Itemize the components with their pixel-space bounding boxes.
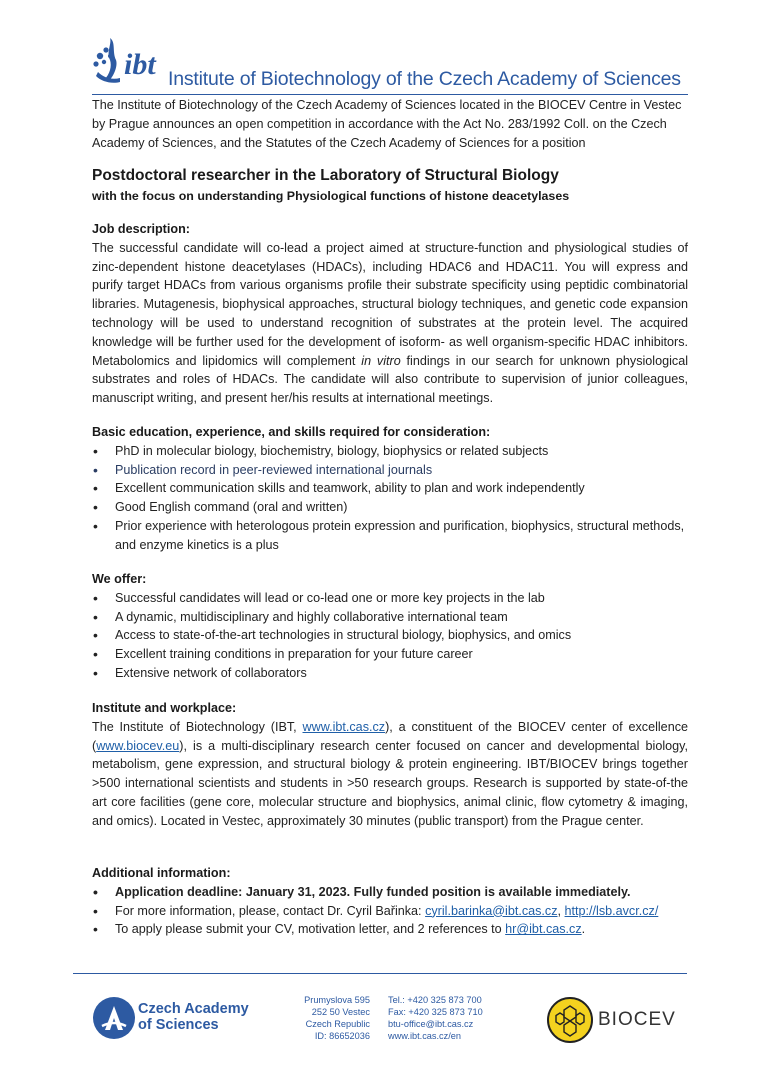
job-text-part-2: findings in our search for unknown physiological substrates and roles of HDACs. The candidate will also contribute to supervision of junior colleagues, manuscript writing, and present her/his results at international meetings. <box>92 353 688 406</box>
header-divider <box>92 94 688 95</box>
contact-line[interactable]: btu-office@ibt.cas.cz <box>388 1019 474 1029</box>
logo-text: ibt <box>124 48 156 81</box>
deadline-item: • Application deadline: January 31, 2023. Fully funded position is available immediately. <box>92 883 688 902</box>
requirements-section <box>92 423 688 555</box>
institute-name: Institute of Biotechnology of the Czech Academy of Sciences <box>168 68 681 90</box>
apply-text: To apply please submit your CV, motivation letter, and 2 references to <box>115 922 506 937</box>
ibt-logo <box>90 32 168 90</box>
job-description-heading: Job description: <box>92 222 190 236</box>
biocev-logo <box>546 995 676 1045</box>
additional-info-list <box>92 883 688 939</box>
list-item: • Excellent communication skills and teamwork, ability to plan and work independently <box>92 479 688 498</box>
position-subtitle: with the focus on understanding Physiological functions of histone deacetylases <box>92 189 570 203</box>
address-line: 252 50 Vestec <box>311 1007 370 1017</box>
address-line: Prumyslova 595 <box>304 995 370 1005</box>
job-text-part-1: The successful candidate will co-lead a project aimed at structure-function and physiological studies of zinc-dependent histone deacetylases (HDACs), including HDAC6 and HDAC11. You will express and purify target HDACs from various organisms profile their substrate specificity using peptidic combinatorial libraries. Mutagenesis, biophysical approaches, structural biology techniques, and genetic code expansion technology will be used to understand recognition of substrates at the protein level. The acquired knowledge will be further used for the development of isoform- as well organism-specific HDAC inhibitors. Metabolomics and lipidomics will complement <box>92 240 688 368</box>
cas-line-1: Czech Academy <box>138 1001 249 1017</box>
biocev-website-link[interactable]: www.biocev.eu <box>96 738 180 753</box>
list-item: • Good English command (oral and written) <box>92 498 688 517</box>
cas-line-2: of Sciences <box>138 1017 219 1033</box>
contact-separator: , <box>557 903 565 918</box>
list-item: • A dynamic, multidisciplinary and highly collaborative international team <box>92 608 688 627</box>
institute-text <box>92 718 688 831</box>
cas-text <box>138 1001 249 1033</box>
contact-text: For more information, please, contact Dr. Cyril Bařinka: <box>115 903 426 918</box>
job-text-italic: in vitro <box>361 353 401 368</box>
institute-heading: Institute and workplace: <box>92 701 237 715</box>
institute-section <box>92 699 688 831</box>
requirements-heading: Basic education, experience, and skills required for consideration: <box>92 425 491 439</box>
job-description-section <box>92 220 688 408</box>
list-item: • Prior experience with heterologous protein expression and purification, biophysics, structural methods, and enzyme kinetics is a plus <box>92 517 688 555</box>
additional-info-heading: Additional information: <box>92 866 231 880</box>
hr-email-link[interactable]: hr@ibt.cas.cz <box>505 922 582 937</box>
list-item: • Successful candidates will lead or co-lead one or more key projects in the lab <box>92 589 688 608</box>
cas-emblem-icon <box>92 996 136 1040</box>
list-item: • Excellent training conditions in preparation for your future career <box>92 645 688 664</box>
footer-contacts <box>388 994 518 1042</box>
requirements-list <box>92 442 688 555</box>
address-line: Czech Republic <box>305 1019 370 1029</box>
address-line: ID: 86652036 <box>314 1031 370 1041</box>
contact-line: Fax: +420 325 873 710 <box>388 1007 483 1017</box>
lab-website-link[interactable]: http://lsb.avcr.cz/ <box>564 903 659 918</box>
institute-text-1: The Institute of Biotechnology (IBT, <box>92 719 303 734</box>
contact-line: Tel.: +420 325 873 700 <box>388 995 482 1005</box>
list-item: • Publication record in peer-reviewed international journals <box>92 461 688 480</box>
contact-item <box>92 902 688 921</box>
additional-info-section <box>92 864 688 939</box>
header <box>90 32 690 94</box>
list-item: • Access to state-of-the-art technologies in structural biology, biophysics, and omics <box>92 626 688 645</box>
position-title: Postdoctoral researcher in the Laboratory of Structural Biology <box>92 167 559 184</box>
biocev-emblem-icon <box>546 996 594 1044</box>
job-description-text <box>92 239 688 408</box>
offer-list <box>92 589 688 683</box>
offer-section <box>92 570 688 683</box>
ibt-website-link[interactable]: www.ibt.cas.cz <box>302 719 386 734</box>
apply-end: . <box>581 922 586 937</box>
offer-heading: We offer: <box>92 572 147 586</box>
institute-text-2: ), a constituent of the BIOCEV center of excellence ( <box>92 719 688 753</box>
list-item: • PhD in molecular biology, biochemistry, biology, biophysics or related subjects <box>92 442 688 461</box>
intro-paragraph: The Institute of Biotechnology of the Czech Academy of Sciences located in the BIOCEV Centre in Vestec by Prague announces an open competition in accordance with the Act No. 283/1992 Coll. on the Czech Academy of Sciences, and the Statutes of the Czech Academy of Sciences for a position <box>92 98 682 150</box>
institute-text-3: ), is a multi-disciplinary research center focused on cancer and developmental biology, metabolism, gene expression, and structural biology & protein engineering. IBT/BIOCEV brings together >500 international scientists and students in >50 research groups. Research is supported by state-of-the art core facilities (gene core, molecular structure and biophysics, animal clinic, flow cytometry & imaging, and omics). Located in Vestec, approximately 30 minutes (public transport) from the Prague center. <box>92 738 688 828</box>
biocev-text: BIOCEV <box>598 1009 676 1030</box>
list-item: • Extensive network of collaborators <box>92 664 688 683</box>
contact-line[interactable]: www.ibt.cas.cz/en <box>388 1031 462 1041</box>
footer-address <box>288 994 370 1042</box>
footer-divider <box>73 973 687 974</box>
czech-academy-logo <box>92 994 262 1042</box>
contact-email-link[interactable]: cyril.barinka@ibt.cas.cz <box>425 903 558 918</box>
apply-item <box>92 920 688 939</box>
